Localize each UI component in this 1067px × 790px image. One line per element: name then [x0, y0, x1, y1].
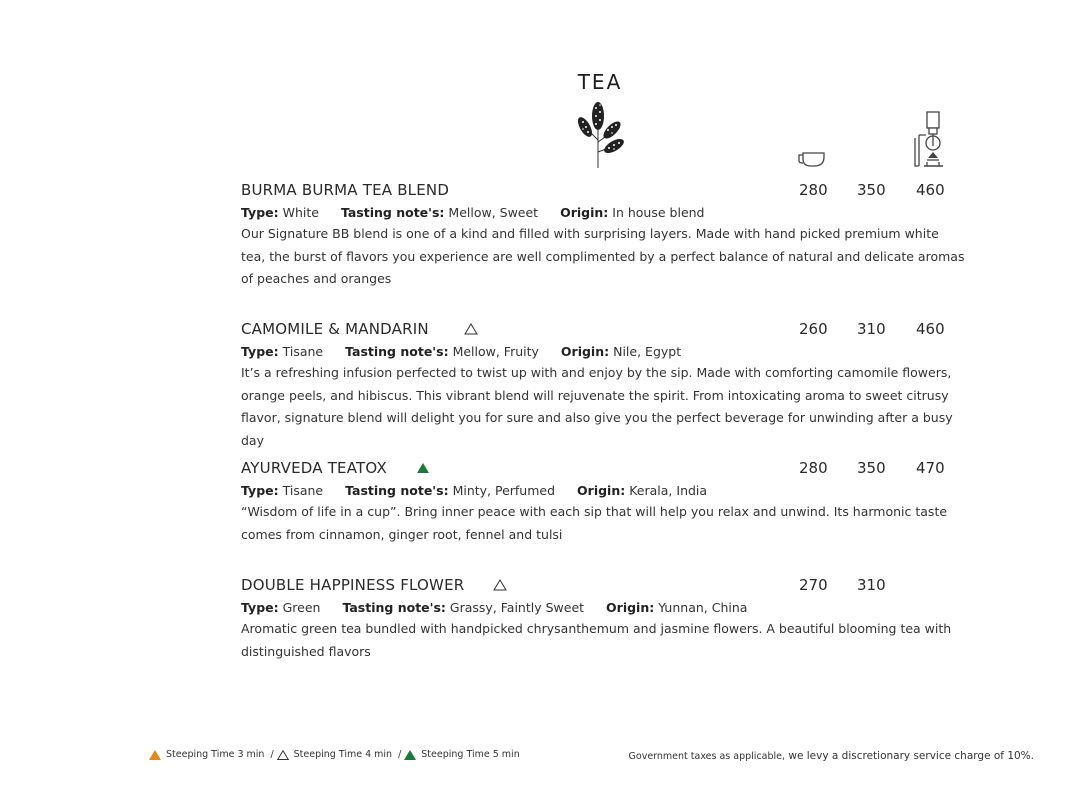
service-charge-note: we levy a discretionary service charge of 10%. [785, 750, 1034, 762]
tasting-value: Grassy, Faintly Sweet [449, 600, 585, 615]
menu-item [241, 457, 971, 546]
item-description: Aromatic green tea bundled with handpicked chrysanthemum and jasmine flowers. A beautiful blooming tea with distinguished flavors [241, 621, 952, 659]
item-name: CAMOMILE & MANDARIN [241, 319, 429, 338]
origin-value: In house blend [612, 205, 705, 220]
tax-note-small: Government taxes as applicable, [628, 751, 786, 762]
price-siphon: 460 [916, 181, 945, 199]
legend-label-5-min: Steeping Time 5 min [421, 749, 520, 760]
tasting-value: Minty, Perfumed [452, 483, 556, 498]
price-medium: 310 [857, 320, 886, 338]
tasting-label: Tasting note's: [340, 205, 445, 220]
type-label: Type: [241, 600, 279, 615]
tax-note [629, 750, 1034, 762]
price-siphon: 460 [916, 320, 945, 338]
tasting-label: Tasting note's: [345, 344, 449, 359]
item-meta [241, 205, 971, 220]
price-cup: 270 [799, 576, 828, 594]
tasting-value: Mellow, Sweet [448, 205, 539, 220]
tasting-label: Tasting note's: [345, 483, 449, 498]
origin-label: Origin: [560, 205, 609, 220]
item-meta [241, 600, 971, 615]
legend-separator: / [398, 749, 402, 760]
type-value: Tisane [282, 483, 324, 498]
item-name: BURMA BURMA TEA BLEND [241, 180, 450, 199]
section-title [500, 70, 700, 94]
price-medium: 350 [857, 181, 886, 199]
item-description: “Wisdom of life in a cup”. Bring inner peace with each sip that will help you relax and unwind. Its harmonic taste comes from cinnamon, ginger root, fennel and tulsi [241, 504, 948, 542]
type-label: Type: [241, 483, 279, 498]
origin-label: Origin: [560, 344, 610, 359]
item-name: DOUBLE HAPPINESS FLOWER [241, 575, 465, 594]
item-prices [241, 457, 971, 479]
type-value: White [282, 205, 319, 220]
legend-label-4-min: Steeping Time 4 min [293, 749, 393, 760]
menu-item [241, 318, 971, 452]
steep-4-min-outline-triangle-icon [277, 750, 289, 760]
steep-3-min-orange-triangle-icon [149, 750, 161, 760]
cup-icon [797, 151, 825, 168]
item-name: AYURVEDA TEATOX [241, 458, 387, 477]
origin-value: Yunnan, China [658, 600, 748, 615]
price-medium: 310 [857, 576, 886, 594]
menu-item [241, 574, 971, 663]
price-siphon: 470 [916, 459, 945, 477]
price-medium: 350 [857, 459, 886, 477]
origin-value: Kerala, India [629, 483, 708, 498]
type-label: Type: [241, 205, 279, 220]
steeping-time-legend [149, 749, 520, 760]
legend-separator: / [270, 749, 274, 760]
siphon-brewer-icon [912, 110, 946, 168]
item-meta [241, 483, 971, 498]
item-prices [241, 574, 971, 596]
item-prices [241, 179, 971, 201]
page-title: TEA [577, 70, 623, 94]
steep-5-min-green-triangle-icon [404, 750, 416, 760]
type-value: Tisane [282, 344, 324, 359]
tasting-label: Tasting note's: [342, 600, 446, 615]
type-label: Type: [241, 344, 279, 359]
price-cup: 280 [799, 181, 828, 199]
price-cup: 280 [799, 459, 828, 477]
tea-leaf-icon [574, 100, 626, 170]
origin-value: Nile, Egypt [613, 344, 682, 359]
legend-label-3-min: Steeping Time 3 min [166, 749, 265, 760]
menu-item [241, 179, 971, 291]
item-meta [241, 344, 971, 359]
tasting-value: Mellow, Fruity [452, 344, 539, 359]
type-value: Green [282, 600, 321, 615]
origin-label: Origin: [577, 483, 626, 498]
price-cup: 260 [799, 320, 828, 338]
item-prices [241, 318, 971, 340]
item-description: It’s a refreshing infusion perfected to twist up with and enjoy by the sip. Made with comforting camomile flowers, orange peels, and hibiscus. This vibrant blend will rejuvenate the spirit. From intoxicating aroma to sweet citrusy flavor, signature blend will delight you for sure and also give you the perfect beverage for unwinding after a busy day [241, 365, 953, 448]
item-description: Our Signature BB blend is one of a kind and filled with surprising layers. Made with hand picked premium white tea, the burst of flavors you experience are well complimented by a perfect balance of natural and delicate aromas of peaches and oranges [241, 226, 965, 286]
origin-label: Origin: [606, 600, 655, 615]
